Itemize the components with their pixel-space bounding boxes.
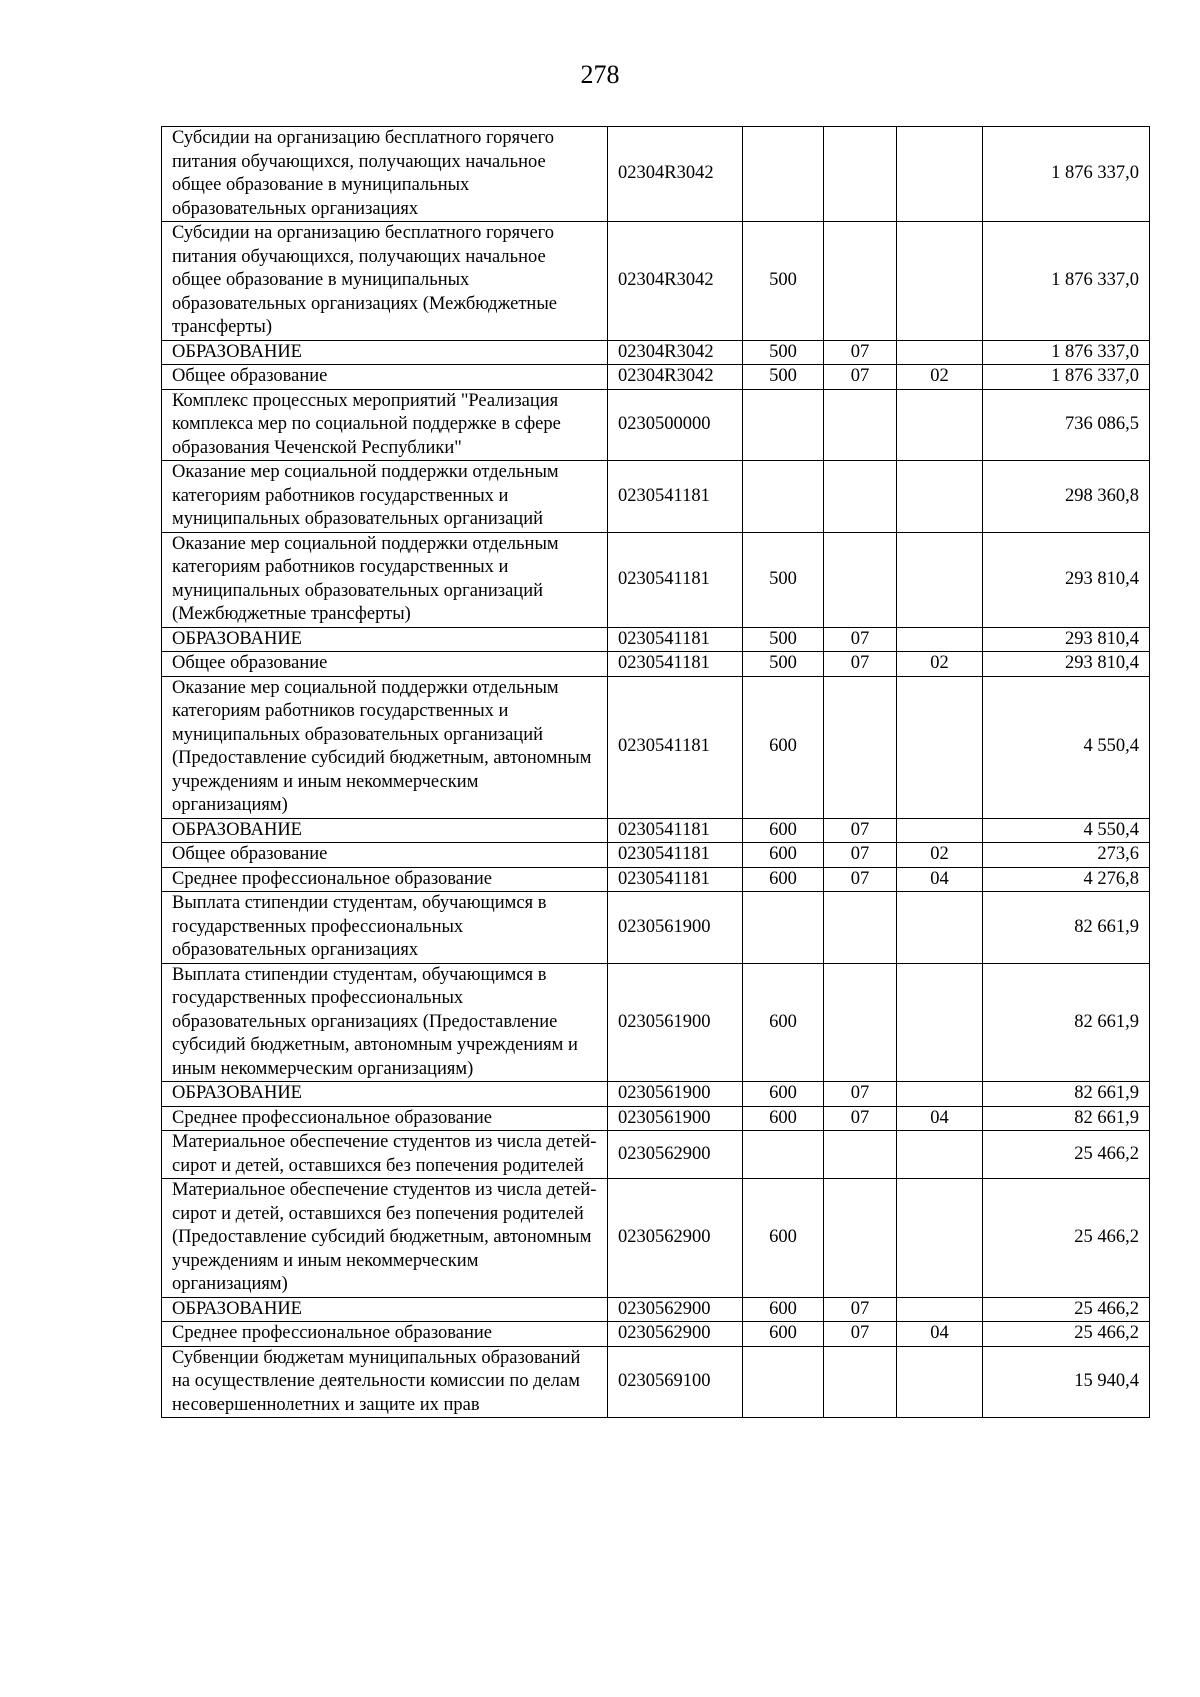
row-code-cell: 0230561900 (608, 1106, 743, 1131)
row-amount-cell: 4 276,8 (983, 867, 1150, 892)
row-section-cell (824, 532, 897, 627)
row-amount-cell: 82 661,9 (983, 963, 1150, 1082)
row-name-cell: Оказание мер социальной поддержки отдельным категориям работников государственных и муниципальных образовательных организаций (162, 461, 608, 533)
row-amount-cell: 4 550,4 (983, 676, 1150, 818)
row-expense-type-cell (743, 1131, 824, 1179)
row-code-cell: 0230500000 (608, 389, 743, 461)
row-expense-type-cell: 600 (743, 1322, 824, 1347)
row-expense-type-cell: 500 (743, 652, 824, 677)
table-row (162, 1082, 1150, 1107)
row-expense-type-cell: 600 (743, 1082, 824, 1107)
row-subsection-cell (897, 127, 983, 222)
row-expense-type-cell: 600 (743, 676, 824, 818)
row-subsection-cell (897, 1297, 983, 1322)
row-section-cell (824, 1346, 897, 1418)
row-section-cell: 07 (824, 1322, 897, 1347)
row-subsection-cell: 04 (897, 867, 983, 892)
budget-table (161, 126, 1150, 1418)
row-section-cell: 07 (824, 843, 897, 868)
row-section-cell: 07 (824, 1297, 897, 1322)
row-section-cell: 07 (824, 652, 897, 677)
row-subsection-cell (897, 1131, 983, 1179)
row-expense-type-cell: 500 (743, 340, 824, 365)
row-amount-cell: 25 466,2 (983, 1322, 1150, 1347)
row-amount-cell: 4 550,4 (983, 818, 1150, 843)
row-amount-cell: 1 876 337,0 (983, 365, 1150, 390)
row-name-cell: Материальное обеспечение студентов из числа детей-сирот и детей, оставшихся без попечения родителей (162, 1131, 608, 1179)
row-section-cell: 07 (824, 818, 897, 843)
row-section-cell (824, 963, 897, 1082)
table-row (162, 461, 1150, 533)
row-code-cell: 0230541181 (608, 532, 743, 627)
row-name-cell: Выплата стипендии студентам, обучающимся в государственных профессиональных образовательных организациях (Предоставление субсидий бюджетным, автономным учреждениям и иным некоммерческим организациям) (162, 963, 608, 1082)
row-name-cell: Субсидии на организацию бесплатного горячего питания обучающихся, получающих начальное общее образование в муниципальных образовательных организациях (162, 127, 608, 222)
row-code-cell: 02304R3042 (608, 340, 743, 365)
row-subsection-cell (897, 627, 983, 652)
row-code-cell: 0230541181 (608, 843, 743, 868)
row-expense-type-cell (743, 1346, 824, 1418)
row-code-cell: 02304R3042 (608, 365, 743, 390)
row-subsection-cell (897, 461, 983, 533)
row-name-cell: Общее образование (162, 365, 608, 390)
row-code-cell: 0230562900 (608, 1179, 743, 1298)
row-expense-type-cell (743, 892, 824, 964)
row-code-cell: 02304R3042 (608, 127, 743, 222)
row-expense-type-cell: 600 (743, 867, 824, 892)
row-amount-cell: 25 466,2 (983, 1131, 1150, 1179)
row-section-cell (824, 389, 897, 461)
row-code-cell: 0230541181 (608, 676, 743, 818)
row-name-cell: Оказание мер социальной поддержки отдельным категориям работников государственных и муниципальных образовательных организаций (Предоставление субсидий бюджетным, автономным учреждениям и иным некоммерческим организациям) (162, 676, 608, 818)
row-section-cell: 07 (824, 340, 897, 365)
row-name-cell: ОБРАЗОВАНИЕ (162, 1297, 608, 1322)
row-section-cell: 07 (824, 1106, 897, 1131)
row-code-cell: 0230561900 (608, 892, 743, 964)
row-subsection-cell (897, 1346, 983, 1418)
row-code-cell: 0230541181 (608, 867, 743, 892)
row-subsection-cell (897, 340, 983, 365)
page-number: 278 (580, 60, 620, 89)
row-expense-type-cell: 600 (743, 1179, 824, 1298)
row-code-cell: 02304R3042 (608, 222, 743, 341)
row-name-cell: Оказание мер социальной поддержки отдельным категориям работников государственных и муниципальных образовательных организаций (Межбюджетные трансферты) (162, 532, 608, 627)
row-amount-cell: 298 360,8 (983, 461, 1150, 533)
row-expense-type-cell: 600 (743, 1297, 824, 1322)
row-name-cell: ОБРАЗОВАНИЕ (162, 340, 608, 365)
row-code-cell: 0230541181 (608, 461, 743, 533)
table-row (162, 818, 1150, 843)
row-name-cell: Общее образование (162, 843, 608, 868)
row-name-cell: Выплата стипендии студентам, обучающимся в государственных профессиональных образовательных организациях (162, 892, 608, 964)
table-row (162, 1106, 1150, 1131)
row-name-cell: ОБРАЗОВАНИЕ (162, 627, 608, 652)
row-code-cell: 0230541181 (608, 627, 743, 652)
row-expense-type-cell (743, 127, 824, 222)
table-row (162, 1346, 1150, 1418)
row-amount-cell: 25 466,2 (983, 1297, 1150, 1322)
row-amount-cell: 736 086,5 (983, 389, 1150, 461)
row-expense-type-cell (743, 461, 824, 533)
row-section-cell (824, 676, 897, 818)
row-amount-cell: 82 661,9 (983, 1082, 1150, 1107)
row-code-cell: 0230562900 (608, 1131, 743, 1179)
row-expense-type-cell: 600 (743, 963, 824, 1082)
row-amount-cell: 1 876 337,0 (983, 127, 1150, 222)
row-amount-cell: 1 876 337,0 (983, 340, 1150, 365)
table-row (162, 389, 1150, 461)
row-expense-type-cell: 600 (743, 1106, 824, 1131)
table-row (162, 1322, 1150, 1347)
table-row (162, 676, 1150, 818)
row-section-cell: 07 (824, 1082, 897, 1107)
row-subsection-cell (897, 818, 983, 843)
budget-table-body (162, 127, 1150, 1418)
row-expense-type-cell: 600 (743, 818, 824, 843)
row-section-cell (824, 1179, 897, 1298)
row-name-cell: Общее образование (162, 652, 608, 677)
row-amount-cell: 273,6 (983, 843, 1150, 868)
table-row (162, 963, 1150, 1082)
row-expense-type-cell: 500 (743, 222, 824, 341)
row-amount-cell: 15 940,4 (983, 1346, 1150, 1418)
row-subsection-cell: 04 (897, 1322, 983, 1347)
table-row (162, 627, 1150, 652)
row-subsection-cell (897, 1082, 983, 1107)
row-name-cell: Комплекс процессных мероприятий "Реализация комплекса мер по социальной поддержке в сфере образования Чеченской Республики" (162, 389, 608, 461)
row-section-cell (824, 1131, 897, 1179)
row-subsection-cell (897, 532, 983, 627)
row-amount-cell: 25 466,2 (983, 1179, 1150, 1298)
row-amount-cell: 293 810,4 (983, 627, 1150, 652)
row-section-cell (824, 127, 897, 222)
row-section-cell (824, 892, 897, 964)
row-amount-cell: 293 810,4 (983, 652, 1150, 677)
row-subsection-cell: 02 (897, 365, 983, 390)
row-section-cell: 07 (824, 365, 897, 390)
row-code-cell: 0230541181 (608, 652, 743, 677)
row-subsection-cell: 02 (897, 843, 983, 868)
row-amount-cell: 1 876 337,0 (983, 222, 1150, 341)
row-subsection-cell (897, 963, 983, 1082)
row-expense-type-cell (743, 389, 824, 461)
row-amount-cell: 293 810,4 (983, 532, 1150, 627)
table-row (162, 340, 1150, 365)
row-expense-type-cell: 500 (743, 532, 824, 627)
row-name-cell: Субсидии на организацию бесплатного горячего питания обучающихся, получающих начальное общее образование в муниципальных образовательных организациях (Межбюджетные трансферты) (162, 222, 608, 341)
table-row (162, 1179, 1150, 1298)
row-name-cell: ОБРАЗОВАНИЕ (162, 818, 608, 843)
row-expense-type-cell: 500 (743, 627, 824, 652)
row-name-cell: Материальное обеспечение студентов из числа детей-сирот и детей, оставшихся без попечения родителей (Предоставление субсидий бюджетным, автономным учреждениям и иным некоммерческим организациям) (162, 1179, 608, 1298)
table-row (162, 892, 1150, 964)
row-section-cell: 07 (824, 867, 897, 892)
row-subsection-cell (897, 389, 983, 461)
row-code-cell: 0230561900 (608, 1082, 743, 1107)
row-subsection-cell (897, 222, 983, 341)
row-name-cell: Субвенции бюджетам муниципальных образований на осуществление деятельности комиссии по делам несовершеннолетних и защите их прав (162, 1346, 608, 1418)
row-code-cell: 0230562900 (608, 1297, 743, 1322)
row-name-cell: ОБРАЗОВАНИЕ (162, 1082, 608, 1107)
table-row (162, 532, 1150, 627)
row-amount-cell: 82 661,9 (983, 1106, 1150, 1131)
row-code-cell: 0230562900 (608, 1322, 743, 1347)
table-row (162, 652, 1150, 677)
row-expense-type-cell: 500 (743, 365, 824, 390)
table-row (162, 1297, 1150, 1322)
table-row (162, 222, 1150, 341)
table-row (162, 365, 1150, 390)
table-row (162, 867, 1150, 892)
row-section-cell (824, 222, 897, 341)
row-section-cell: 07 (824, 627, 897, 652)
row-subsection-cell (897, 1179, 983, 1298)
row-section-cell (824, 461, 897, 533)
table-row (162, 127, 1150, 222)
row-subsection-cell: 02 (897, 652, 983, 677)
row-name-cell: Среднее профессиональное образование (162, 1106, 608, 1131)
row-subsection-cell (897, 892, 983, 964)
row-expense-type-cell: 600 (743, 843, 824, 868)
table-row (162, 1131, 1150, 1179)
row-code-cell: 0230561900 (608, 963, 743, 1082)
row-name-cell: Среднее профессиональное образование (162, 1322, 608, 1347)
row-code-cell: 0230541181 (608, 818, 743, 843)
row-code-cell: 0230569100 (608, 1346, 743, 1418)
row-subsection-cell: 04 (897, 1106, 983, 1131)
row-name-cell: Среднее профессиональное образование (162, 867, 608, 892)
row-subsection-cell (897, 676, 983, 818)
row-amount-cell: 82 661,9 (983, 892, 1150, 964)
table-row (162, 843, 1150, 868)
